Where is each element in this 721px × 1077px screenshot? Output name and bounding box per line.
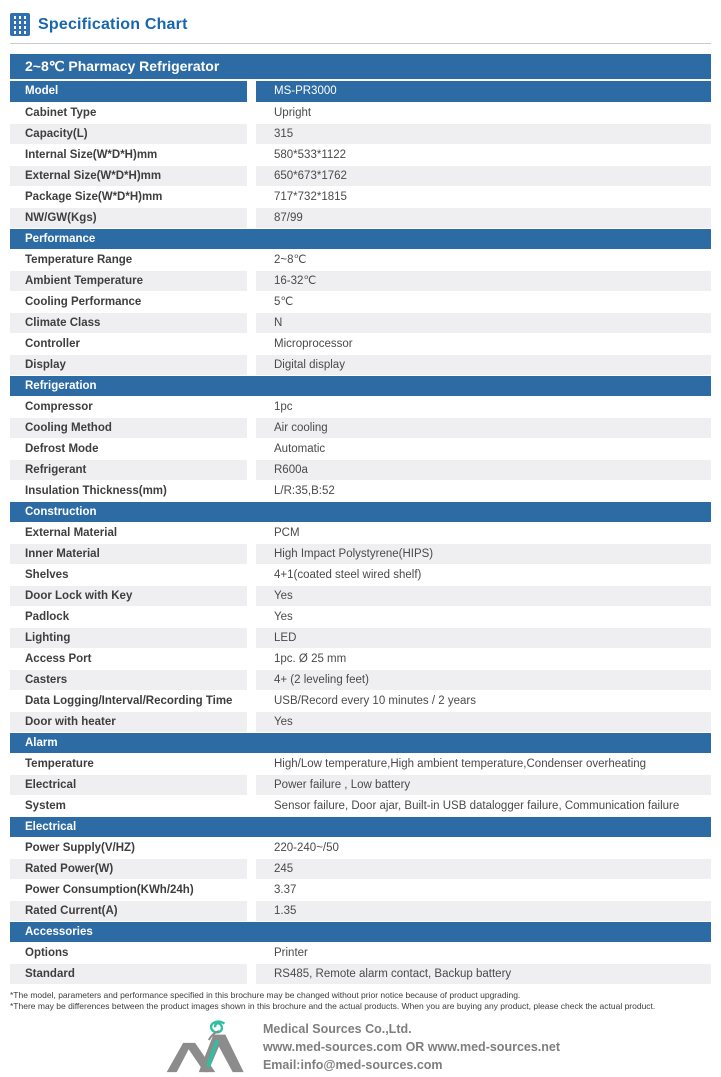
- spec-row: [10, 565, 711, 585]
- spec-label: Internal Size(W*D*H)mm: [25, 149, 158, 161]
- spec-row: [10, 607, 711, 627]
- footnotes: [10, 990, 711, 1012]
- spec-row: [10, 523, 711, 543]
- spec-row: [10, 901, 711, 921]
- column-gap: [247, 103, 256, 123]
- column-gap: [247, 859, 256, 879]
- spec-label: Shelves: [25, 569, 69, 581]
- company-email: Email:info@med-sources.com: [262, 1057, 443, 1072]
- spec-label: Power Consumption(KWh/24h): [25, 884, 194, 896]
- spec-value: 4+ (2 leveling feet): [256, 670, 711, 690]
- spec-label: Rated Power(W): [10, 859, 247, 879]
- spec-label: Door Lock with Key: [10, 586, 247, 606]
- spec-label: Temperature: [25, 758, 94, 770]
- spec-value: Printer: [274, 947, 308, 959]
- spec-label: Controller: [25, 338, 80, 350]
- column-gap: [247, 523, 256, 543]
- column-gap: [247, 565, 256, 585]
- model-row: [10, 81, 711, 102]
- spec-value: Yes: [256, 586, 711, 606]
- spec-row: [10, 460, 711, 480]
- spec-value: High Impact Polystyrene(HIPS): [256, 544, 711, 564]
- spec-row: [10, 418, 711, 438]
- spec-value: 16-32℃: [256, 271, 711, 291]
- section-header: Alarm: [10, 733, 711, 753]
- column-gap: [247, 250, 256, 270]
- column-gap: [247, 313, 256, 333]
- column-gap: [247, 271, 256, 291]
- spec-row: [10, 250, 711, 270]
- spec-row: [10, 334, 711, 354]
- spec-label: Door with heater: [10, 712, 247, 732]
- spec-row: [10, 943, 711, 963]
- column-gap: [247, 838, 256, 858]
- spec-label: Cooling Performance: [25, 296, 142, 308]
- spec-row: [10, 859, 711, 879]
- spec-value: Yes: [256, 712, 711, 732]
- spec-row: [10, 397, 711, 417]
- column-gap: [247, 418, 256, 438]
- spec-label: Defrost Mode: [25, 443, 99, 455]
- spec-row: [10, 754, 711, 774]
- spec-label: Climate Class: [10, 313, 247, 333]
- spec-row: [10, 544, 711, 564]
- spec-row: [10, 880, 711, 900]
- spec-value: L/R:35,B:52: [274, 485, 335, 497]
- spec-value: 315: [256, 124, 711, 144]
- model-value: MS-PR3000: [256, 81, 711, 102]
- column-gap: [247, 712, 256, 732]
- spec-value: High/Low temperature,High ambient temperature,Condenser overheating: [274, 758, 647, 770]
- column-gap: [247, 628, 256, 648]
- spec-row: [10, 586, 711, 606]
- spec-row: [10, 964, 711, 984]
- spec-label: Electrical: [10, 775, 247, 795]
- spec-value: 245: [256, 859, 711, 879]
- spec-row: [10, 313, 711, 333]
- spec-value: Automatic: [274, 443, 326, 455]
- column-gap: [247, 796, 256, 816]
- column-gap: [247, 670, 256, 690]
- spec-label: Access Port: [25, 653, 92, 665]
- spec-value: 717*732*1815: [274, 191, 347, 203]
- spec-value: Air cooling: [256, 418, 711, 438]
- spec-label: Rated Current(A): [10, 901, 247, 921]
- column-gap: [247, 607, 256, 627]
- spec-row: [10, 187, 711, 207]
- spec-label: Package Size(W*D*H)mm: [25, 191, 163, 203]
- column-gap: [247, 355, 256, 375]
- column-gap: [247, 754, 256, 774]
- spec-row: [10, 166, 711, 186]
- spec-label: Casters: [10, 670, 247, 690]
- spec-value: 1.35: [256, 901, 711, 921]
- page-header: [10, 0, 711, 36]
- spec-row: [10, 355, 711, 375]
- spec-value: 580*533*1122: [274, 149, 347, 161]
- spec-label: Temperature Range: [25, 254, 133, 266]
- spec-row: [10, 103, 711, 123]
- column-gap: [247, 649, 256, 669]
- company-footer: [10, 1019, 711, 1074]
- medical-sources-logo: [161, 1019, 253, 1074]
- spec-label: Data Logging/Interval/Recording Time: [25, 695, 233, 707]
- company-info: [263, 1020, 560, 1074]
- model-label: Model: [10, 81, 247, 102]
- spec-label: Power Supply(V/HZ): [25, 842, 135, 854]
- spec-row: [10, 691, 711, 711]
- spec-value: Sensor failure, Door ajar, Built-in USB datalogger failure, Communication failure: [274, 800, 680, 812]
- spec-label: Cooling Method: [10, 418, 247, 438]
- spec-value: 650*673*1762: [256, 166, 711, 186]
- spec-value: 3.37: [274, 884, 297, 896]
- section-header: Refrigeration: [10, 376, 711, 396]
- spec-value: 5℃: [274, 296, 294, 308]
- spec-row: [10, 649, 711, 669]
- spec-label: NW/GW(Kgs): [10, 208, 247, 228]
- page-title: Specification Chart: [38, 15, 188, 33]
- spec-row: [10, 796, 711, 816]
- spec-label: Options: [25, 947, 69, 959]
- spec-label: Cabinet Type: [25, 107, 97, 119]
- spec-value: Upright: [274, 107, 312, 119]
- column-gap: [247, 691, 256, 711]
- column-gap: [247, 880, 256, 900]
- column-gap: [247, 187, 256, 207]
- spec-value: LED: [256, 628, 711, 648]
- column-gap: [247, 124, 256, 144]
- spec-label: System: [25, 800, 66, 812]
- section-header: Construction: [10, 502, 711, 522]
- column-gap: [247, 334, 256, 354]
- company-website: www.med-sources.com OR www.med-sources.net: [262, 1039, 561, 1054]
- spec-row: [10, 124, 711, 144]
- spec-value: 1pc: [274, 401, 293, 413]
- column-gap: [247, 292, 256, 312]
- column-gap: [247, 964, 256, 984]
- spec-label: Padlock: [25, 611, 70, 623]
- spec-value: PCM: [274, 527, 300, 539]
- spec-value: RS485, Remote alarm contact, Backup battery: [256, 964, 711, 984]
- spec-label: Insulation Thickness(mm): [25, 485, 167, 497]
- spec-row: [10, 712, 711, 732]
- column-gap: [247, 586, 256, 606]
- spec-label: Display: [10, 355, 247, 375]
- spec-value: 2~8℃: [274, 254, 307, 266]
- spec-row: [10, 145, 711, 165]
- column-gap: [247, 901, 256, 921]
- footnote: *The model, parameters and performance specified in this brochure may be changed without prior notice because of product upgrading.: [10, 990, 521, 1000]
- spec-value: 1pc. Ø 25 mm: [274, 653, 347, 665]
- spec-row: [10, 208, 711, 228]
- spec-grid-icon: [10, 13, 30, 36]
- spec-label: External Size(W*D*H)mm: [10, 166, 247, 186]
- title-divider: [10, 43, 711, 44]
- spec-label: Standard: [10, 964, 247, 984]
- spec-row: [10, 439, 711, 459]
- column-gap: [247, 544, 256, 564]
- spec-value: 87/99: [256, 208, 711, 228]
- section-header: Performance: [10, 229, 711, 249]
- company-name: Medical Sources Co.,Ltd.: [262, 1021, 412, 1036]
- spec-label: Inner Material: [10, 544, 247, 564]
- spec-table: [10, 103, 711, 984]
- column-gap: [247, 460, 256, 480]
- spec-row: [10, 775, 711, 795]
- section-header: Electrical: [10, 817, 711, 837]
- spec-value: Yes: [274, 611, 293, 623]
- spec-label: Compressor: [25, 401, 93, 413]
- spec-label: External Material: [25, 527, 118, 539]
- spec-label: Lighting: [10, 628, 247, 648]
- spec-row: [10, 271, 711, 291]
- spec-label: Ambient Temperature: [10, 271, 247, 291]
- column-gap: [247, 481, 256, 501]
- spec-row: [10, 292, 711, 312]
- section-header: Accessories: [10, 922, 711, 942]
- column-gap: [247, 81, 256, 102]
- spec-row: [10, 628, 711, 648]
- column-gap: [247, 439, 256, 459]
- spec-value: 220-240~/50: [274, 842, 339, 854]
- spec-value: Microprocessor: [274, 338, 353, 350]
- spec-value: Digital display: [256, 355, 711, 375]
- product-banner: 2~8℃ Pharmacy Refrigerator: [10, 54, 711, 79]
- column-gap: [247, 145, 256, 165]
- spec-value: N: [256, 313, 711, 333]
- column-gap: [247, 166, 256, 186]
- spec-row: [10, 838, 711, 858]
- spec-value: 4+1(coated steel wired shelf): [274, 569, 422, 581]
- spec-label: Capacity(L): [10, 124, 247, 144]
- spec-value: R600a: [256, 460, 711, 480]
- column-gap: [247, 775, 256, 795]
- spec-label: Refrigerant: [10, 460, 247, 480]
- spec-value: Power failure , Low battery: [256, 775, 711, 795]
- column-gap: [247, 943, 256, 963]
- column-gap: [247, 397, 256, 417]
- spec-row: [10, 481, 711, 501]
- footnote: *There may be differences between the product images shown in this brochure and the actual products. When you are buying any product, please check the actual product.: [10, 1001, 656, 1011]
- spec-row: [10, 670, 711, 690]
- column-gap: [247, 208, 256, 228]
- spec-value: USB/Record every 10 minutes / 2 years: [274, 695, 476, 707]
